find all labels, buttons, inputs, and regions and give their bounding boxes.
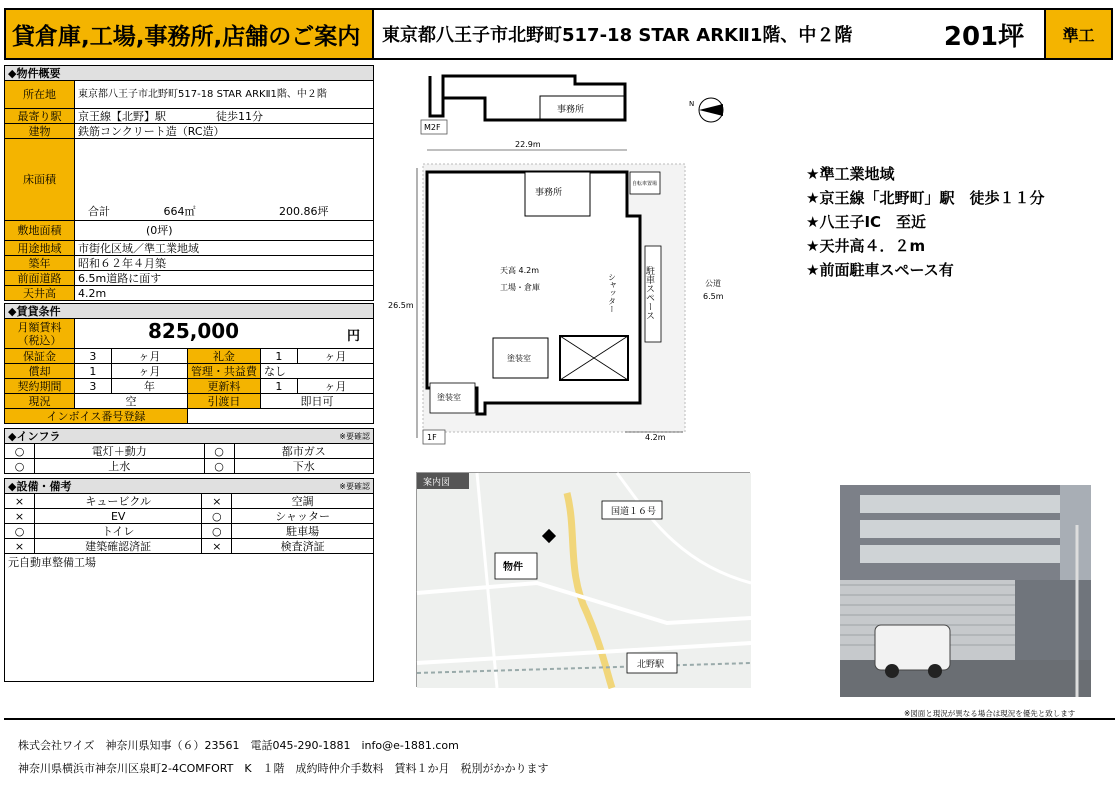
- infra-item: 電灯＋動力: [35, 444, 205, 459]
- factory-label: 工場・倉庫: [500, 283, 540, 292]
- amortization-label: 償却: [5, 364, 75, 379]
- bike-parking-label: 自転車置場: [632, 181, 658, 187]
- deposit-label: 保証金: [5, 349, 75, 364]
- key-money-value: 1: [260, 349, 297, 364]
- ceiling-height-label: 天高 4.2m: [500, 266, 540, 275]
- total-label: 合計: [88, 205, 110, 218]
- ceiling-value: 4.2m: [75, 286, 374, 301]
- building-value: 鉄筋コンクリート造（RC造）: [75, 124, 374, 139]
- feature-item: ★京王線「北野町」駅 徒歩１１分: [806, 189, 1045, 207]
- use-zone-label: 用途地域: [5, 241, 75, 256]
- north-label: N: [689, 100, 695, 108]
- company-info: 株式会社ワイズ 神奈川県知事（６）23561 電話045-290-1881 info@e-1881.com: [18, 739, 459, 752]
- deposit-unit: ヶ月: [111, 349, 187, 364]
- equip-mark: ×: [5, 539, 35, 554]
- lease-heading: ◆賃貸条件: [5, 304, 374, 319]
- amortization-unit: ヶ月: [111, 364, 187, 379]
- total-tsubo: 200.86坪: [279, 205, 329, 218]
- infra-mark: ○: [5, 444, 35, 459]
- equip-mark: ○: [202, 524, 232, 539]
- equipment-note: ※要確認: [339, 481, 370, 491]
- feature-list: [806, 162, 1044, 282]
- amortization-value: 1: [75, 364, 112, 379]
- width-dimension: 22.9m: [515, 140, 541, 149]
- rent-amount: 825,000: [148, 318, 240, 343]
- shutter-label: シャッター: [607, 273, 617, 313]
- remarks: 元自動車整備工場: [5, 554, 374, 682]
- feature-item: ★八王子IC 至近: [806, 213, 927, 231]
- m2f-label: M2F: [424, 123, 441, 132]
- equip-mark: ×: [5, 509, 35, 524]
- ground-floor-plan: [388, 140, 724, 444]
- renewal-fee-value: 1: [260, 379, 297, 394]
- disclaimer: ※図面と現況が異なる場合は現況を優先と致します: [904, 709, 1076, 718]
- road-width-label: 6.5m: [703, 292, 724, 301]
- station-value: [75, 109, 374, 124]
- floor-area-label: 床面積: [5, 139, 75, 221]
- feature-item: ★準工業地域: [806, 165, 895, 183]
- equip-item: トイレ: [35, 524, 202, 539]
- road-label: 公道: [705, 279, 721, 288]
- status-label: 現況: [5, 394, 75, 409]
- map-title: 案内図: [423, 478, 451, 488]
- equip-mark: ×: [202, 539, 232, 554]
- paint-room-label: 塗装室: [507, 354, 531, 363]
- property-info: [4, 65, 374, 682]
- location-label: 所在地: [5, 81, 75, 109]
- equip-mark: ○: [5, 524, 35, 539]
- term-unit: 年: [111, 379, 187, 394]
- route-label: 国道１６号: [611, 507, 657, 517]
- company-address: 神奈川県横浜市神奈川区泉町2-4COMFORT K １階 成約時仲介手数料 賃料１か月 税別がかかります: [18, 762, 549, 775]
- equip-item: 検査済証: [232, 539, 374, 554]
- overview-table: [4, 65, 374, 301]
- equip-item: 建築確認済証: [35, 539, 202, 554]
- yen-unit: 円: [346, 328, 360, 344]
- mezzanine-office-label: 事務所: [557, 105, 585, 115]
- parking-label: 駐車スペース: [644, 266, 654, 320]
- 1f-label: 1F: [427, 433, 437, 442]
- equip-mark: ×: [5, 494, 35, 509]
- floor-plan: [388, 68, 750, 450]
- term-label: 契約期間: [5, 379, 75, 394]
- infra-item: 下水: [234, 459, 373, 474]
- handover-label: 引渡日: [187, 394, 260, 409]
- built-label: 築年: [5, 256, 75, 271]
- location-value: 東京都八王子市北野町517-18 STAR ARKⅡ1階、中２階: [75, 81, 374, 109]
- mezzanine-plan: [421, 76, 723, 134]
- infra-table: [4, 428, 374, 474]
- lease-table: [4, 303, 374, 424]
- footer-divider: [4, 718, 1115, 720]
- infra-item: 都市ガス: [234, 444, 373, 459]
- infra-note: ※要確認: [339, 431, 370, 441]
- management-fee-label: 管理・共益費: [187, 364, 260, 379]
- station-label: 北野駅: [637, 660, 665, 670]
- map-drawing: [417, 473, 751, 688]
- location-map: [416, 472, 750, 687]
- header-bar: [4, 8, 1113, 60]
- renewal-fee-unit: ヶ月: [297, 379, 373, 394]
- office-label: 事務所: [535, 188, 563, 198]
- site-area-label: 敷地面積: [5, 221, 75, 241]
- infra-mark: ○: [204, 444, 234, 459]
- invoice-label: インボイス番号登録: [5, 409, 188, 424]
- header-zone: 準工: [1044, 10, 1111, 58]
- infra-item: 上水: [35, 459, 205, 474]
- floor-plan-drawing: [388, 68, 750, 450]
- feature-item: ★天井高４．２m: [806, 237, 926, 255]
- equipment-heading: ◆設備・備考 ※要確認: [5, 479, 374, 494]
- floor-area-value: [75, 139, 374, 221]
- equip-mark: ○: [202, 509, 232, 524]
- infra-mark: ○: [204, 459, 234, 474]
- rent-value: [75, 319, 374, 349]
- equip-item: 駐車場: [232, 524, 374, 539]
- key-money-unit: ヶ月: [297, 349, 373, 364]
- key-money-label: 礼金: [187, 349, 260, 364]
- paint-room-label-2: 塗装室: [437, 393, 461, 402]
- total-m2: 664㎡: [163, 205, 196, 218]
- handover-value: 即日可: [260, 394, 373, 409]
- renewal-fee-label: 更新料: [187, 379, 260, 394]
- equipment-table: [4, 478, 374, 682]
- equip-item: キュービクル: [35, 494, 202, 509]
- equip-item: 空調: [232, 494, 374, 509]
- term-value: 3: [75, 379, 112, 394]
- equip-item: EV: [35, 509, 202, 524]
- header-area: 201坪: [924, 10, 1044, 58]
- rent-label: 月額賃料（税込）: [5, 319, 75, 349]
- road-label: 前面道路: [5, 271, 75, 286]
- station-name: 京王線【北野】駅: [78, 109, 166, 123]
- overview-heading: ◆物件概要: [5, 66, 374, 81]
- front-dimension: 4.2m: [645, 433, 666, 442]
- listing-type-title: 貸倉庫,工場,事務所,店舗のご案内: [6, 10, 374, 58]
- infra-mark: ○: [5, 459, 35, 474]
- property-label: 物件: [503, 562, 523, 573]
- equip-item: シャッター: [232, 509, 374, 524]
- management-fee-value: なし: [260, 364, 373, 379]
- depth-dimension: 26.5m: [388, 301, 414, 310]
- road-value: 6.5m道路に面す: [75, 271, 374, 286]
- feature-item: ★前面駐車スペース有: [806, 261, 954, 279]
- ceiling-label: 天井高: [5, 286, 75, 301]
- header-address: 東京都八王子市北野町517-18 STAR ARKⅡ1階、中２階: [374, 10, 924, 58]
- site-area-value: (0坪): [75, 221, 374, 241]
- walk-time: 徒歩11分: [216, 109, 263, 123]
- built-value: 昭和６２年４月築: [75, 256, 374, 271]
- infra-heading: ◆インフラ ※要確認: [5, 429, 374, 444]
- deposit-value: 3: [75, 349, 112, 364]
- station-label: 最寄り駅: [5, 109, 75, 124]
- equip-mark: ×: [202, 494, 232, 509]
- status-value: 空: [75, 394, 188, 409]
- building-photo: [840, 485, 1091, 697]
- use-zone-value: 市街化区域／準工業地域: [75, 241, 374, 256]
- invoice-value: [187, 409, 373, 424]
- building-photo-drawing: [840, 485, 1091, 697]
- building-label: 建物: [5, 124, 75, 139]
